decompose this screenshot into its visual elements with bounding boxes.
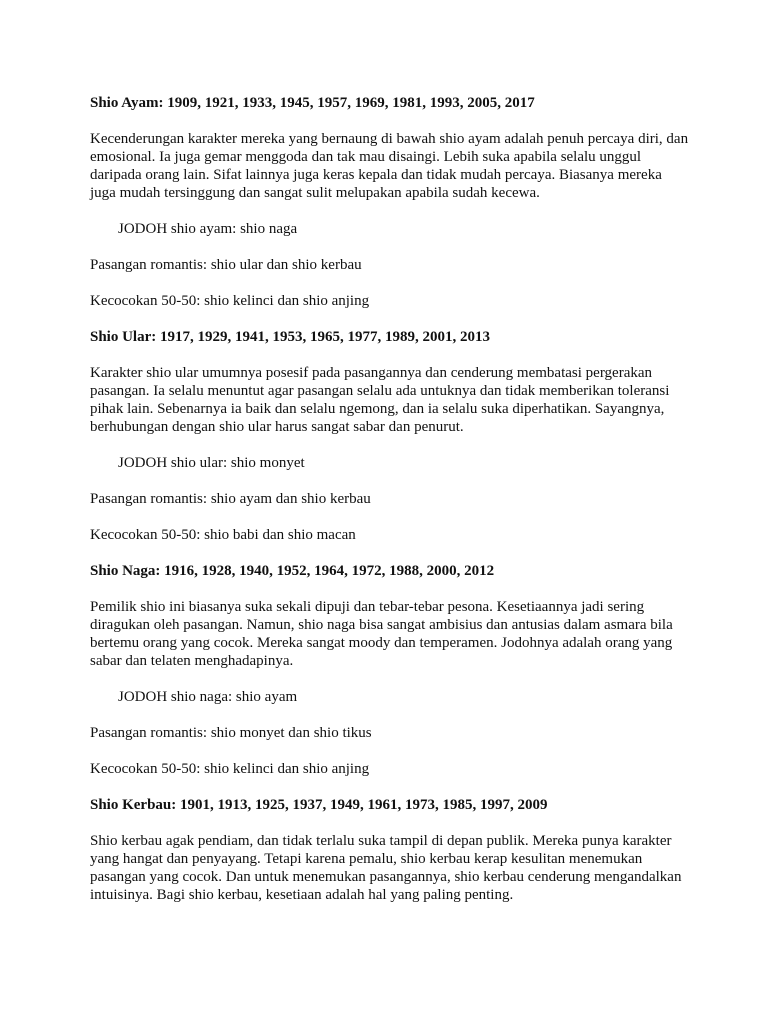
compatibility-line: Kecocokan 50-50: shio kelinci dan shio anjing bbox=[90, 293, 370, 309]
jodoh-line: JODOH shio ayam: shio naga bbox=[118, 221, 298, 237]
section-heading: Shio Kerbau: 1901, 1913, 1925, 1937, 1949, 1961, 1973, 1985, 1997, 2009 bbox=[90, 797, 548, 813]
compatibility-line: Kecocokan 50-50: shio kelinci dan shio anjing bbox=[90, 761, 370, 777]
section-heading: Shio Ular: 1917, 1929, 1941, 1953, 1965, 1977, 1989, 2001, 2013 bbox=[90, 329, 491, 345]
jodoh-line: JODOH shio naga: shio ayam bbox=[118, 689, 298, 705]
section-shio-kerbau bbox=[90, 796, 690, 904]
section-paragraph: Shio kerbau agak pendiam, dan tidak terlalu suka tampil di depan publik. Mereka punya karakter yang hangat dan penyayang. Tetapi karena pemalu, shio kerbau kerap kesulitan menemukan pasangan yang cocok. Dan untuk menemukan pasangannya, shio kerbau cenderung mengandalkan intuisinya. Bagi shio kerbau, kesetiaan adalah hal yang paling penting. bbox=[90, 833, 682, 903]
section-heading: Shio Ayam: 1909, 1921, 1933, 1945, 1957, 1969, 1981, 1993, 2005, 2017 bbox=[90, 95, 535, 111]
romantic-match-line: Pasangan romantis: shio monyet dan shio tikus bbox=[90, 725, 372, 741]
compatibility-line: Kecocokan 50-50: shio babi dan shio macan bbox=[90, 527, 356, 543]
section-heading: Shio Naga: 1916, 1928, 1940, 1952, 1964, 1972, 1988, 2000, 2012 bbox=[90, 563, 495, 579]
section-shio-ayam bbox=[90, 94, 690, 310]
romantic-match-line: Pasangan romantis: shio ular dan shio kerbau bbox=[90, 257, 362, 273]
section-paragraph: Kecenderungan karakter mereka yang bernaung di bawah shio ayam adalah penuh percaya diri, dan emosional. Ia juga gemar menggoda dan tak mau disaingi. Lebih suka apabila selalu unggul daripada orang lain. Sifat lainnya juga keras kepala dan tidak mudah percaya. Biasanya mereka juga mudah tersinggung dan sangat sulit melupakan apabila sudah kecewa. bbox=[90, 131, 689, 201]
romantic-match-line: Pasangan romantis: shio ayam dan shio kerbau bbox=[90, 491, 371, 507]
section-paragraph: Pemilik shio ini biasanya suka sekali dipuji dan tebar-tebar pesona. Kesetiaannya jadi sering diragukan oleh pasangan. Namun, shio naga bisa sangat ambisius dan antusias dalam asmara bila bertemu orang yang cocok. Mereka sangat moody dan temperamen. Jodohnya adalah orang yang sabar dan telaten menghadapinya. bbox=[90, 599, 673, 669]
document-page bbox=[90, 94, 690, 904]
section-paragraph: Karakter shio ular umumnya posesif pada pasangannya dan cenderung membatasi pergerakan pasangan. Ia selalu menuntut agar pasangan selalu ada untuknya dan tidak memberikan toleransi pihak lain. Sebenarnya ia baik dan selalu ngemong, dan ia selalu suka diperhatikan. Sayangnya, berhubungan dengan shio ular harus sangat sabar dan penurut. bbox=[90, 365, 670, 435]
jodoh-line: JODOH shio ular: shio monyet bbox=[118, 455, 305, 471]
section-shio-naga bbox=[90, 562, 690, 778]
section-shio-ular bbox=[90, 328, 690, 544]
